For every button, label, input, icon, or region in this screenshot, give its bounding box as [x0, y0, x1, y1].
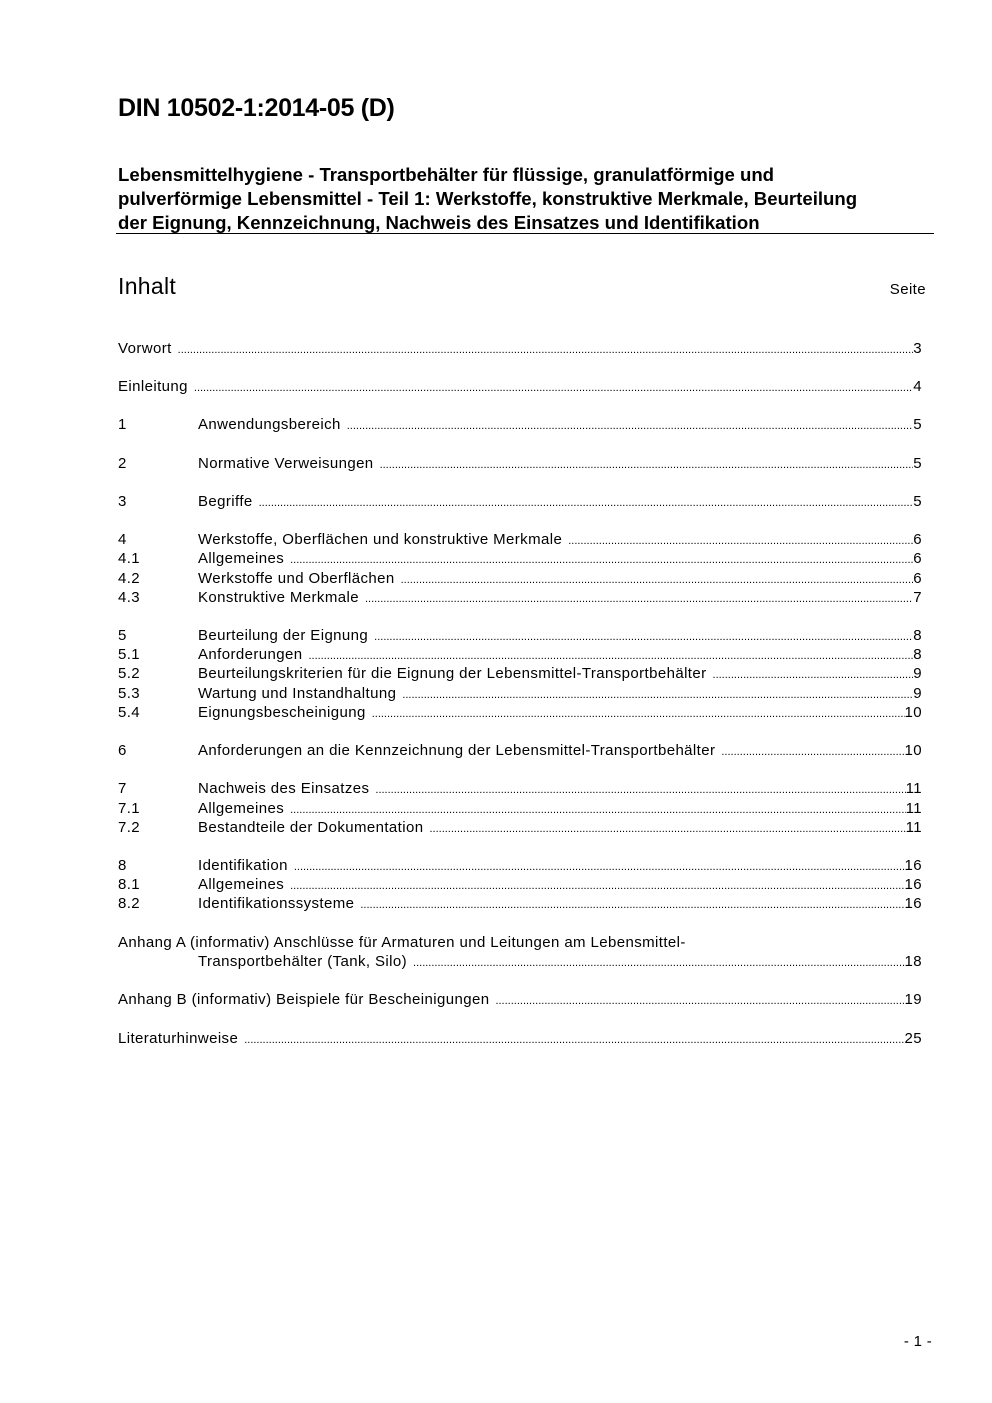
toc-entry-page: 25 [904, 1030, 922, 1047]
toc-entry-title: Identifikationssysteme [198, 895, 355, 912]
toc-entry-page: 4 [913, 378, 922, 395]
toc-entry-page: 6 [913, 570, 922, 587]
toc-entry-page: 6 [913, 531, 922, 548]
toc-dot-leader [178, 340, 914, 360]
toc-entry-title: Beurteilung der Eignung [198, 627, 369, 644]
toc-entry-page: 7 [913, 589, 922, 606]
toc-dot-leader [402, 685, 913, 705]
toc-dot-leader [721, 742, 904, 762]
toc-entry-title: Allgemeines [198, 800, 285, 817]
toc-entry-page: 10 [904, 704, 922, 721]
toc-entry-page: 11 [905, 780, 922, 797]
toc-entry-number: 7.1 [118, 800, 141, 817]
toc-entry-5-4[interactable] [118, 703, 922, 723]
toc-dot-leader [290, 876, 904, 896]
toc-entry-page: 5 [913, 416, 922, 433]
toc-entry-title: Anhang A (informativ) Anschlüsse für Armaturen und Leitungen am Lebensmittel- [118, 934, 686, 951]
toc-entry-4-2[interactable] [118, 569, 922, 589]
toc-dot-leader [290, 550, 913, 570]
toc-entry-title: Konstruktive Merkmale [198, 589, 359, 606]
toc-dot-leader [372, 704, 905, 724]
toc-entry-8-1[interactable] [118, 875, 922, 895]
document-id: DIN 10502-1:2014-05 (D) [118, 94, 395, 122]
toc-entry-8-2[interactable] [118, 894, 922, 914]
toc-dot-leader [413, 953, 904, 973]
toc-dot-leader [259, 493, 914, 513]
toc-dot-leader [365, 589, 913, 609]
toc-entry-number: 6 [118, 742, 127, 759]
toc-entry-literaturhinweise[interactable] [118, 1029, 922, 1049]
toc-entry-number: 4.1 [118, 550, 141, 567]
toc-entry-4[interactable] [118, 530, 922, 550]
title-underline [116, 233, 934, 234]
toc-dot-leader [244, 1030, 904, 1050]
toc-entry-page: 9 [913, 665, 922, 682]
toc-entry-1[interactable] [118, 415, 922, 435]
toc-entry-page: 11 [905, 819, 922, 836]
toc-entry-page: 18 [904, 953, 922, 970]
toc-entry-5-3[interactable] [118, 684, 922, 704]
toc-entry-title: Anforderungen [198, 646, 303, 663]
toc-entry-6[interactable] [118, 741, 922, 761]
toc-entry-einleitung[interactable] [118, 377, 922, 397]
toc-entry-title: Bestandteile der Dokumentation [198, 819, 424, 836]
toc-entry-anhang-b[interactable] [118, 990, 922, 1010]
toc-entry-page: 3 [913, 340, 922, 357]
toc-entry-5-1[interactable] [118, 645, 922, 665]
toc-entry-page: 8 [913, 627, 922, 644]
toc-entry-page: 16 [904, 876, 922, 893]
toc-entry-number: 4 [118, 531, 127, 548]
toc-entry-number: 7 [118, 780, 127, 797]
toc-page-label: Seite [889, 281, 926, 298]
toc-entry-number: 5.3 [118, 685, 141, 702]
toc-dot-leader [429, 819, 905, 839]
title-line: Lebensmittelhygiene - Transportbehälter für flüssige, granulatförmige und [118, 164, 775, 185]
toc-dot-leader [347, 416, 914, 436]
toc-entry-number: 5.4 [118, 704, 141, 721]
toc-entry-title: Wartung und Instandhaltung [198, 685, 397, 702]
toc-entry-anhang-a[interactable] [118, 933, 922, 953]
toc-entry-number: 8.1 [118, 876, 141, 893]
title-line: der Eignung, Kennzeichnung, Nachweis des Einsatzes und Identifikation [118, 212, 760, 233]
toc-entry-title: Anforderungen an die Kennzeichnung der Lebensmittel-Transportbehälter [198, 742, 716, 759]
toc-heading: Inhalt [118, 273, 177, 299]
toc-dot-leader [375, 780, 905, 800]
toc-dot-leader [290, 800, 906, 820]
toc-entry-5[interactable] [118, 626, 922, 646]
toc-entry-4-3[interactable] [118, 588, 922, 608]
toc-entry-page: 16 [904, 895, 922, 912]
toc-entry-page: 8 [913, 646, 922, 663]
toc-entry-number: 8 [118, 857, 127, 874]
toc-entry-title: Eignungsbescheinigung [198, 704, 366, 721]
toc-dot-leader [713, 665, 914, 685]
toc-entry-page: 19 [904, 991, 922, 1008]
toc-entry-2[interactable] [118, 454, 922, 474]
toc-entry-title: Werkstoffe und Oberflächen [198, 570, 395, 587]
toc-entry-page: 11 [905, 800, 922, 817]
toc-entry-number: 5 [118, 627, 127, 644]
toc-entry-title: Identifikation [198, 857, 288, 874]
toc-entry-page: 16 [904, 857, 922, 874]
toc-entry-page: 6 [913, 550, 922, 567]
toc-entry-3[interactable] [118, 492, 922, 512]
toc-entry-4-1[interactable] [118, 549, 922, 569]
toc-dot-leader [308, 646, 913, 666]
toc-entry-number: 3 [118, 493, 127, 510]
toc-entry-number: 4.2 [118, 570, 141, 587]
toc-entry-title: Vorwort [118, 340, 172, 357]
toc-dot-leader [380, 455, 914, 475]
toc-entry-title: Allgemeines [198, 550, 285, 567]
toc-entry-title: Werkstoffe, Oberflächen und konstruktive Merkmale [198, 531, 563, 548]
toc-entry-7[interactable] [118, 779, 922, 799]
toc-entry-title: Anwendungsbereich [198, 416, 341, 433]
toc-dot-leader [401, 570, 914, 590]
toc-entry-title: Anhang B (informativ) Beispiele für Bescheinigungen [118, 991, 490, 1008]
toc-entry-page: 5 [913, 493, 922, 510]
toc-entry-number: 4.3 [118, 589, 141, 606]
toc-entry-title: Transportbehälter (Tank, Silo) [198, 953, 408, 970]
toc-entry-title: Allgemeines [198, 876, 285, 893]
toc-entry-title: Nachweis des Einsatzes [198, 780, 370, 797]
toc-dot-leader [194, 378, 913, 398]
toc-dot-leader [374, 627, 913, 647]
toc-entry-title: Literaturhinweise [118, 1030, 239, 1047]
toc-entry-5-2[interactable] [118, 664, 922, 684]
toc-entry-page: 5 [913, 455, 922, 472]
toc-dot-leader [495, 991, 904, 1011]
toc-entry-title: Begriffe [198, 493, 253, 510]
toc-dot-leader [568, 531, 913, 551]
toc-entry-vorwort[interactable] [118, 339, 922, 359]
toc-entry-number: 5.1 [118, 646, 141, 663]
toc-entry-number: 1 [118, 416, 127, 433]
toc-entry-title: Beurteilungskriterien für die Eignung der Lebensmittel-Transportbehälter [198, 665, 707, 682]
toc-entry-number: 5.2 [118, 665, 141, 682]
title-line: pulverförmige Lebensmittel - Teil 1: Werkstoffe, konstruktive Merkmale, Beurteilung [118, 188, 858, 209]
page-number: - 1 - [903, 1333, 932, 1350]
toc-entry-title: Einleitung [118, 378, 188, 395]
toc-entry-7-1[interactable] [118, 799, 922, 819]
toc-entry-7-2[interactable] [118, 818, 922, 838]
toc-entry-page: 10 [904, 742, 922, 759]
toc-entry-8[interactable] [118, 856, 922, 876]
toc-entry-title: Normative Verweisungen [198, 455, 374, 472]
toc-entry-anhang-a-continued[interactable] [118, 952, 922, 972]
toc-entry-number: 2 [118, 455, 127, 472]
toc-dot-leader [294, 857, 905, 877]
toc-entry-number: 7.2 [118, 819, 141, 836]
toc-entry-number: 8.2 [118, 895, 141, 912]
document-title [118, 163, 933, 235]
toc-entry-page: 9 [913, 685, 922, 702]
toc-dot-leader [360, 895, 904, 915]
